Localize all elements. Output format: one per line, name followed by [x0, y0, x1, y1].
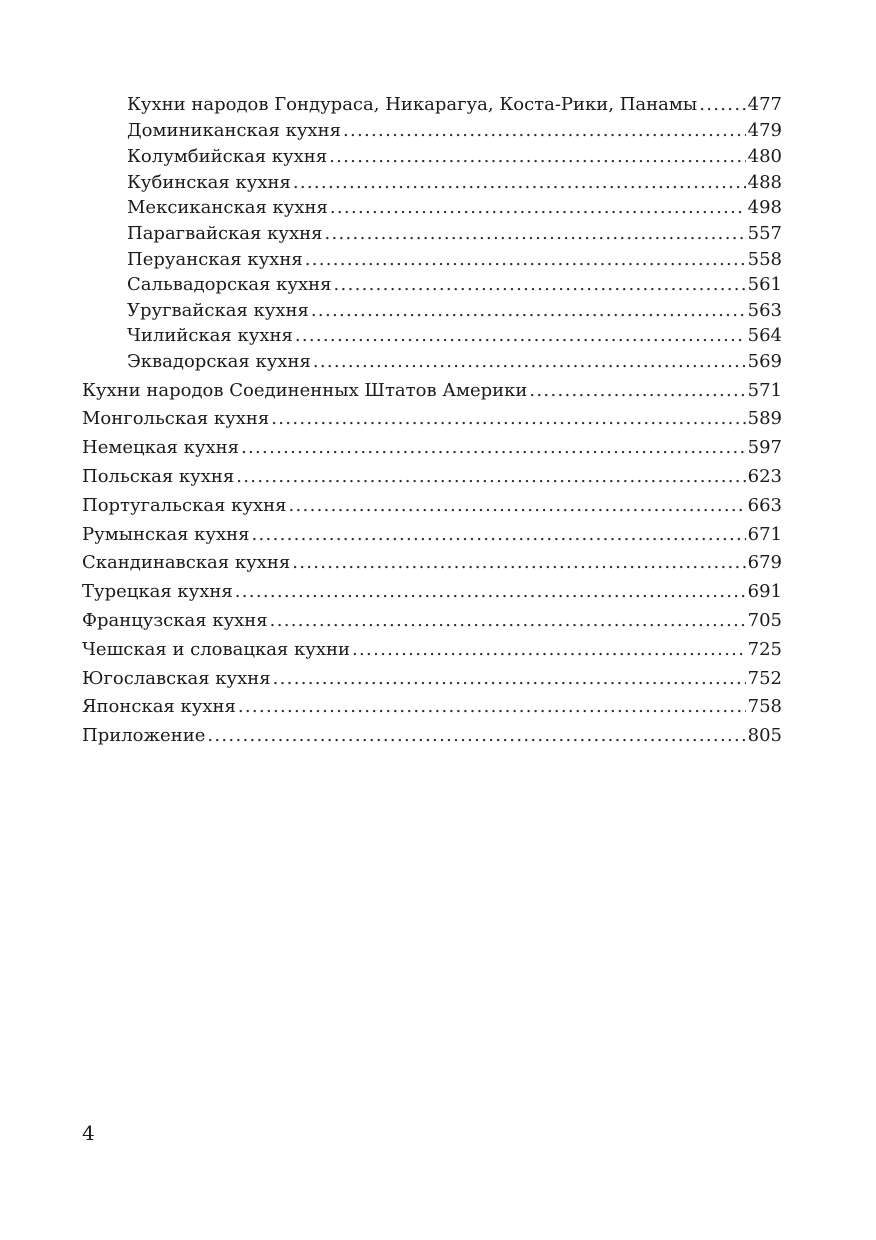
toc-entry-page: 705: [747, 610, 782, 631]
dot-leader: [207, 725, 745, 747]
toc-entry: [82, 668, 782, 690]
toc-entry: [82, 437, 782, 459]
toc-entry-page: 805: [747, 725, 782, 746]
toc-entry-title: Турецкая кухня: [82, 581, 233, 602]
toc-entry: [82, 380, 782, 402]
toc-entry: [82, 466, 782, 488]
toc-entry-page: 488: [747, 172, 782, 193]
toc-entry-title: Колумбийская кухня: [127, 146, 328, 167]
toc-entry-title: Перуанская кухня: [127, 249, 303, 270]
toc-entry-page: 589: [747, 408, 782, 429]
toc-entry: [127, 351, 782, 373]
toc-entry: [82, 524, 782, 546]
dot-leader: [311, 300, 746, 322]
toc-entry-page: 671: [747, 524, 782, 545]
page-number: 4: [82, 1121, 95, 1145]
toc-entry-title: Сальвадорская кухня: [127, 274, 332, 295]
toc-entry: [82, 639, 782, 661]
dot-leader: [330, 197, 746, 219]
toc-entry-page: 679: [747, 552, 782, 573]
toc-entry-title: Чешская и словацкая кухни: [82, 639, 350, 660]
toc-entry-title: Французская кухня: [82, 610, 268, 631]
dot-leader: [305, 249, 746, 271]
dot-leader: [699, 94, 745, 116]
toc-entry-title: Кухни народов Гондураса, Никарагуа, Коста-Рики, Панамы: [127, 94, 698, 115]
toc-entry-page: 561: [747, 274, 782, 295]
toc-entry-title: Эквадорская кухня: [127, 351, 311, 372]
dot-leader: [324, 223, 745, 245]
dot-leader: [529, 380, 745, 402]
toc-entry-page: 571: [747, 380, 782, 401]
toc-entry-title: Мексиканская кухня: [127, 197, 328, 218]
toc-entry-title: Парагвайская кухня: [127, 223, 323, 244]
toc-entry-page: 480: [747, 146, 782, 167]
toc-entry-page: 597: [747, 437, 782, 458]
toc-entry-page: 479: [747, 120, 782, 141]
dot-leader: [289, 495, 746, 517]
dot-leader: [292, 552, 745, 574]
dot-leader: [352, 639, 746, 661]
toc-entry: [127, 197, 782, 219]
dot-leader: [270, 610, 746, 632]
toc-entry-title: Приложение: [82, 725, 206, 746]
dot-leader: [295, 325, 746, 347]
dot-leader: [329, 146, 746, 168]
dot-leader: [271, 408, 745, 430]
toc-entry-title: Кубинская кухня: [127, 172, 291, 193]
toc-entry: [127, 120, 782, 142]
toc-entry-page: 663: [747, 495, 782, 516]
toc-entry: [127, 249, 782, 271]
toc-entry: [127, 274, 782, 296]
toc-entry: [127, 172, 782, 194]
toc-entry-page: 569: [747, 351, 782, 372]
toc-entry: [82, 495, 782, 517]
dot-leader: [334, 274, 746, 296]
toc-entry: [82, 725, 782, 747]
toc-entry-page: 563: [747, 300, 782, 321]
dot-leader: [313, 351, 746, 373]
toc-entry-page: 557: [747, 223, 782, 244]
toc-entry-page: 725: [747, 639, 782, 660]
toc-entry-title: Кухни народов Соединенных Штатов Америки: [82, 380, 528, 401]
toc-entry-page: 752: [747, 668, 782, 689]
toc-entry: [82, 610, 782, 632]
toc-entry-title: Югославская кухня: [82, 668, 271, 689]
toc-entry: [127, 223, 782, 245]
dot-leader: [293, 172, 746, 194]
dot-leader: [241, 437, 746, 459]
dot-leader: [235, 581, 746, 603]
toc-entry: [82, 581, 782, 603]
dot-leader: [238, 696, 746, 718]
toc-entry-page: 477: [747, 94, 782, 115]
toc-entry-page: 691: [747, 581, 782, 602]
dot-leader: [236, 466, 745, 488]
toc-entry-title: Доминиканская кухня: [127, 120, 341, 141]
dot-leader: [273, 668, 746, 690]
toc-entry: [127, 94, 782, 116]
toc-entry: [127, 146, 782, 168]
toc-entry-title: Немецкая кухня: [82, 437, 239, 458]
toc-entry-page: 558: [747, 249, 782, 270]
toc-entry: [82, 696, 782, 718]
toc-entry: [127, 325, 782, 347]
toc-entry-title: Чилийская кухня: [127, 325, 293, 346]
toc-entry-page: 758: [747, 696, 782, 717]
toc-entry-title: Японская кухня: [82, 696, 236, 717]
toc-entry-title: Португальская кухня: [82, 495, 287, 516]
toc-entry: [127, 300, 782, 322]
dot-leader: [252, 524, 746, 546]
toc-entry-title: Скандинавская кухня: [82, 552, 291, 573]
dot-leader: [343, 120, 746, 142]
toc-entry: [82, 408, 782, 430]
toc-entry-page: 564: [747, 325, 782, 346]
toc-entry-page: 498: [747, 197, 782, 218]
toc-entry-page: 623: [747, 466, 782, 487]
toc-entry-title: Уругвайская кухня: [127, 300, 309, 321]
toc-entry-title: Румынская кухня: [82, 524, 250, 545]
toc-entry-title: Монгольская кухня: [82, 408, 270, 429]
toc-entry: [82, 552, 782, 574]
toc-entry-title: Польская кухня: [82, 466, 235, 487]
